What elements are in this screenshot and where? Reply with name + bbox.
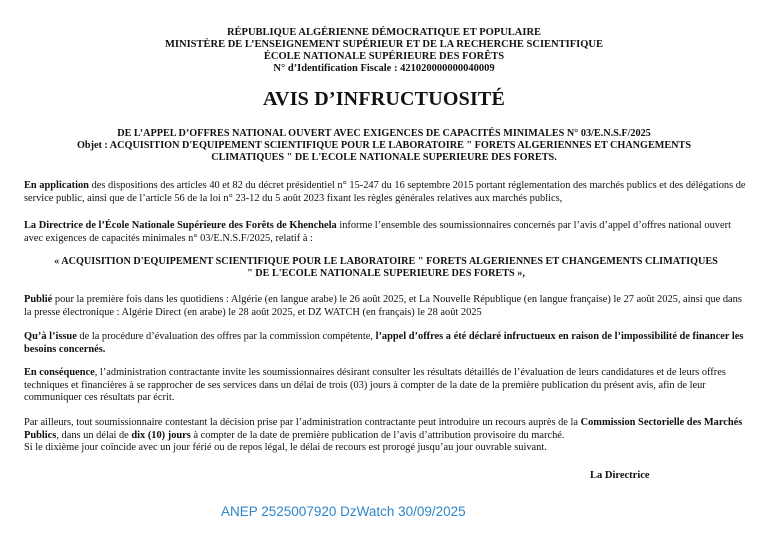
directrice-text: informe l’ensemble des soumissionnaires concernés par l’avis d’appel d’offres national ouvert avec exigences de capacités minimales n° 03/E.N.S.F/2025, relatif à : xyxy=(24,220,731,244)
directrice-bold: La Directrice de l’École Nationale Supérieure des Forêts de Khenchela xyxy=(24,220,337,231)
recours-commission: Commission Sectorielle des Marchés Publics xyxy=(24,417,743,441)
paragraph-publie xyxy=(24,294,748,319)
subtitle-object: Objet : ACQUISITION D'EQUIPEMENT SCIENTIFIQUE POUR LE LABORATOIRE " FORETS ALGERIENNES ET CHANGEMENTS xyxy=(76,140,691,151)
subtitle-object-cont: CLIMATIQUES " DE L'ECOLE NATIONALE SUPERIEURE DES FORETS. xyxy=(211,152,557,163)
signature: La Directrice xyxy=(590,470,650,481)
header-republic: RÉPUBLIQUE ALGÉRIENNE DÉMOCRATIQUE ET POPULAIRE xyxy=(226,27,542,38)
recours-text2: , dans un délai de xyxy=(56,429,132,441)
publie-bold: Publié xyxy=(24,294,53,305)
recours-delay: dix (10) jours xyxy=(131,429,191,441)
issue-text: de la procédure d’évaluation des offres par la commission compétente, xyxy=(76,331,376,342)
consequence-text: , l’administration contractante invite les soumissionnaires désirant consulter les résultats détaillés de l’évaluation de leurs candidatures et de leurs offres techniques et financières à se rapprocher de ses services dans un délai de trois (03) jours à compter de la date de la première publication du présent avis, afin de leur communiquer ces résultats par écrit. xyxy=(24,367,726,403)
subtitle-tender: DE L’APPEL D’OFFRES NATIONAL OUVERT AVEC EXIGENCES DE CAPACITÉS MINIMALES N° 03/E.N.S.F/2025 xyxy=(117,128,651,139)
consequence-bold: En conséquence xyxy=(24,367,95,378)
objet-quote-line1: « ACQUISITION D'EQUIPEMENT SCIENTIFIQUE POUR LE LABORATOIRE " FORETS ALGERIENNES ET CHANGEMENTS CLIMATIQUES xyxy=(54,256,718,267)
paragraph-issue xyxy=(24,331,748,356)
paragraph-consequence xyxy=(24,367,748,405)
header-fiscal-id: N° d’Identification Fiscale : 421020000000040009 xyxy=(273,63,495,74)
footer-reference: ANEP 2525007920 DzWatch 30/09/2025 xyxy=(221,504,466,519)
application-text: des dispositions des articles 40 et 82 du décret présidentiel n° 15-247 du 16 septembre 2015 portant réglementation des marchés publics et des délégations de service public, ainsi que de l’article 56 de la loi n° 23-12 du 5 août 2023 fixant les règles générales relatives aux marchés publics, xyxy=(24,180,746,204)
page-title: AVIS D’INFRUCTUOSITÉ xyxy=(262,88,506,110)
paragraph-recours xyxy=(24,417,748,455)
issue-bold: Qu’à l’issue xyxy=(24,331,77,342)
application-bold: En application xyxy=(24,180,89,191)
header-school: ÉCOLE NATIONALE SUPÉRIEURE DES FORÊTS xyxy=(263,51,505,62)
recours-last-line: Si le dixième jour coïncide avec un jour férié ou de repos légal, le délai de recours est prorogé jusqu’au jour ouvrable suivant. xyxy=(24,442,547,453)
recours-text1: Par ailleurs, tout soumissionnaire contestant la décision prise par l’administration contractante peut introduire un recours auprès de la xyxy=(24,417,581,428)
recours-text3: à compter de la date de première publication de l’avis d’attribution provisoire du marché. xyxy=(190,429,565,441)
header-ministry: MINISTÈRE DE L’ENSEIGNEMENT SUPÉRIEUR ET DE LA RECHERCHE SCIENTIFIQUE xyxy=(164,39,603,50)
paragraph-application xyxy=(24,180,748,205)
issue-decision: l’appel d’offres a été déclaré infructueux en raison de l’impossibilité de financer les besoins concernés. xyxy=(24,331,744,355)
objet-quote-line2: " DE L'ECOLE NATIONALE SUPERIEURE DES FORETS », xyxy=(247,268,525,279)
publie-text: pour la première fois dans les quotidiens : Algérie (en langue arabe) le 26 août 2025, et La Nouvelle République (en langue française) le 27 août 2025, ainsi que dans la presse électronique : Algérie Direct (en arabe) le 28 août 2025, et DZ WATCH (en français) le 28 août 2025 xyxy=(24,294,742,318)
paragraph-directrice xyxy=(24,220,748,245)
